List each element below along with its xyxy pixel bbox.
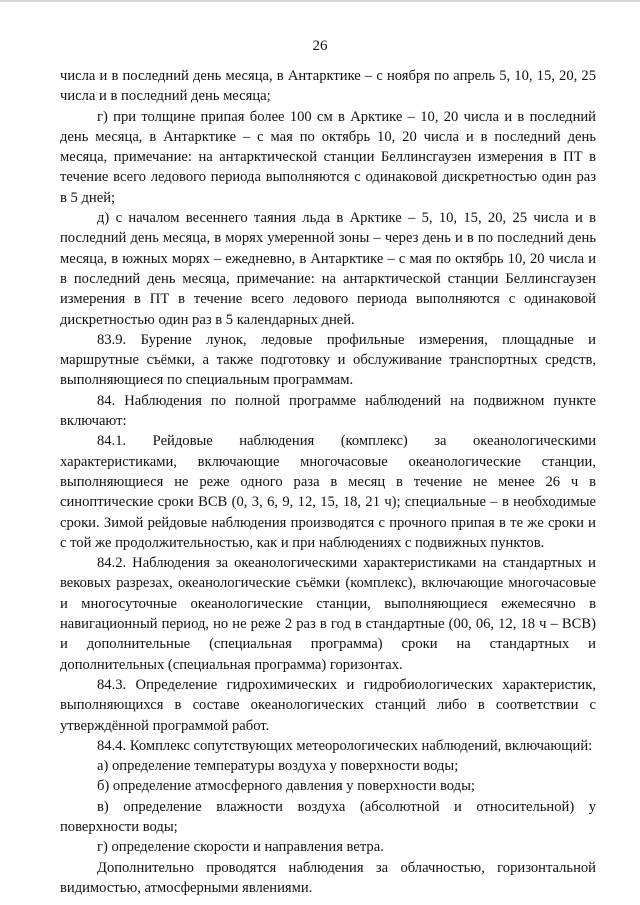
paragraph-item-d: д) с началом весеннего таяния льда в Арктике – 5, 10, 15, 20, 25 числа и в последний день месяца, в морях умеренной зоны – через день и в по последний день месяца, в южных морях – ежедневно, в Антарктике – с мая по октябрь 10, 20 числа и в последний день месяца, примечание: на антарктической станции Беллинсгаузен измерения в ПТ в течение всего ледового периода выполняются с одинаковой дискретностью один раз в 5 календарных дней. [60,210,596,328]
scan-edge [0,0,640,2]
paragraph-continuation: числа и в последний день месяца, в Антарктике – с ноября по апрель 5, 10, 15, 20, 25 числа и в последний день месяца; [60,68,596,105]
page-number: 26 [312,38,328,54]
paragraph-83-9: 83.9. Бурение лунок, ледовые профильные измерения, площадные и маршрутные съёмки, а также подготовку и обслуживание транспортных средств, выполняющиеся по специальным программам. [60,331,596,389]
paragraph-84-1: 84.1. Рейдовые наблюдения (комплекс) за океанологическими характеристиками, включающие многочасовые океанологические станции, выполняющиеся не реже одного раза в месяц в течение не менее 26 ч в синоптические сроки ВСВ (0, 3, 6, 9, 12, 15, 18, 21 ч); специальные – в необходимые сроки. Зимой рейдовые наблюдения производятся с прочного припая в те же сроки и с той же продолжительностью, как и при наблюдениях с подвижных пунктов. [60,433,596,551]
paragraph-item-g: г) при толщине припая более 100 см в Арктике – 10, 20 числа и в последний день месяца, в Антарктике – с мая по октябрь 10, 20 числа и в последний день месяца, примечание: на антарктической станции Беллинсгаузен измерения в ПТ в течение всего ледового периода выполняются с одинаковой дискретностью один раз в 5 дней; [60,108,596,206]
paragraph-84-2: 84.2. Наблюдения за океанологическими характеристиками на стандартных и вековых разрезах, океанологические съёмки (комплекс), включающие многочасовые и многосуточные океанологические станции, выполняющиеся ежемесячно в навигационный период, но не реже 2 раз в год в стандартные (00, 06, 12, 18 ч – ВСВ) и дополнительные (специальная программа) сроки на стандартных и дополнительных (специальная программа) горизонтах. [60,555,596,673]
list-item-g: г) определение скорости и направления ветра. [97,839,384,856]
paragraph-84-4: 84.4. Комплекс сопутствующих метеорологических наблюдений, включающий: [97,737,593,754]
document-body [60,66,596,898]
paragraph-84: 84. Наблюдения по полной программе наблюдений на подвижном пункте включают: [60,392,596,430]
paragraph-additional: Дополнительно проводятся наблюдения за облачностью, горизонтальной видимостью, атмосферными явлениями. [60,859,596,896]
list-item-a: а) определение температуры воздуха у поверхности воды; [97,758,459,775]
paragraph-84-3: 84.3. Определение гидрохимических и гидробиологических характеристик, выполняющихся в составе океанологических станций либо в соответствии с утверждённой программой работ. [60,676,596,734]
list-item-v: в) определение влажности воздуха (абсолютной и относительной) у поверхности воды; [60,798,596,835]
list-item-b: б) определение атмосферного давления у поверхности воды; [97,778,475,795]
